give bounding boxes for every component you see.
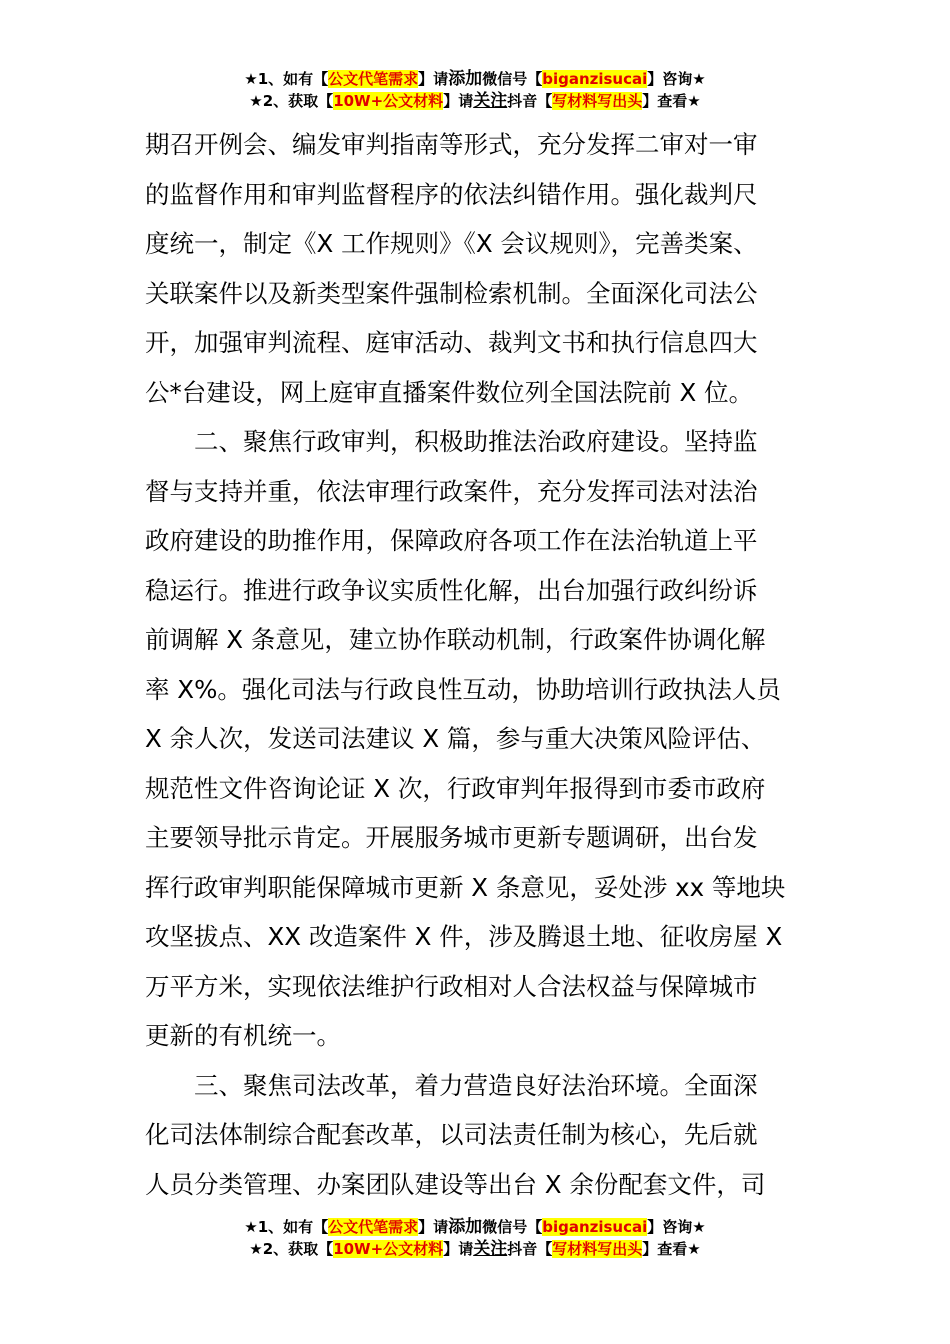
banner-text: 】请	[418, 1218, 449, 1236]
banner-text: ★1、如有【	[244, 1218, 329, 1236]
body-line: 人员分类管理、办案团队建设等出台 X 余份配套文件，司	[145, 1169, 766, 1199]
banner-text: ★2、获取【	[249, 1240, 334, 1258]
body-line: 督与支持并重，依法审理行政案件，充分发挥司法对法治	[145, 476, 758, 506]
banner-text: 抖音【	[507, 1240, 553, 1258]
banner-highlight: 写材料写出头	[552, 92, 643, 110]
body-line: X 余人次，发送司法建议 X 篇，参与重大决策风险评估、	[145, 724, 766, 753]
banner-highlight: biganzisucai	[542, 70, 648, 88]
body-line: 规范性文件咨询论证 X 次，行政审判年报得到市委市政府	[145, 773, 766, 803]
footer-banner	[0, 1216, 950, 1260]
banner-text: 】咨询★	[647, 1218, 706, 1236]
body-line: 更新的有机统一。	[145, 1021, 341, 1050]
banner-highlight: 10W+公文材料	[333, 1240, 444, 1258]
body-line: 度统一，制定《X 工作规则》《X 会议规则》，完善类案、	[145, 229, 758, 258]
body-line: 开，加强审判流程、庭审活动、裁判文书和执行信息四大	[145, 328, 758, 357]
banner-text: 微信号【	[482, 1218, 543, 1236]
banner-emphasis: 关注	[473, 1239, 508, 1259]
banner-line-1	[0, 68, 950, 90]
banner-highlight: biganzisucai	[542, 1218, 648, 1236]
body-line: 前调解 X 条意见，建立协作联动机制，行政案件协调化解	[145, 625, 766, 654]
banner-text: 】咨询★	[647, 70, 706, 88]
banner-highlight: 公文代笔需求	[328, 70, 419, 88]
banner-text: 微信号【	[482, 70, 543, 88]
body-line: 公*台建设，网上庭审直播案件数位列全国法院前 X 位。	[145, 377, 754, 407]
section-heading-line: 三、聚焦司法改革，着力营造良好法治环境。全面深	[194, 1070, 758, 1100]
banner-line-2	[0, 1238, 950, 1260]
banner-text: ★1、如有【	[244, 70, 329, 88]
body-line: 挥行政审判职能保障城市更新 X 条意见，妥处涉 xx 等地块	[145, 872, 786, 902]
document-body	[145, 120, 810, 1209]
body-line: 的监督作用和审判监督程序的依法纠错作用。强化裁判尺	[145, 179, 758, 209]
body-line: 万平方米，实现依法维护行政相对人合法权益与保障城市	[145, 971, 758, 1001]
banner-text: 抖音【	[507, 92, 553, 110]
body-line: 政府建设的助推作用，保障政府各项工作在法治轨道上平	[145, 526, 758, 555]
body-line: 期召开例会、编发审判指南等形式，充分发挥二审对一审	[145, 130, 758, 159]
body-line: 主要领导批示肯定。开展服务城市更新专题调研，出台发	[145, 823, 758, 852]
body-line: 稳运行。推进行政争议实质性化解，出台加强行政纠纷诉	[145, 575, 758, 605]
body-line: 关联案件以及新类型案件强制检索机制。全面深化司法公	[145, 278, 758, 308]
banner-highlight: 公文代笔需求	[328, 1218, 419, 1236]
header-banner	[0, 68, 950, 112]
banner-emphasis: 关注	[473, 91, 508, 111]
banner-highlight: 10W+公文材料	[333, 92, 444, 110]
body-line: 攻坚拔点、XX 改造案件 X 件，涉及腾退土地、征收房屋 X	[145, 922, 783, 951]
banner-text: 】请	[443, 1240, 474, 1258]
banner-text: ★2、获取【	[249, 92, 334, 110]
banner-line-2	[0, 90, 950, 112]
section-heading-line: 二、聚焦行政审判，积极助推法治政府建设。坚持监	[194, 427, 758, 456]
body-line: 化司法体制综合配套改革，以司法责任制为核心，先后就	[145, 1120, 758, 1149]
banner-emphasis: 添加	[448, 1217, 483, 1237]
banner-emphasis: 添加	[448, 69, 483, 89]
banner-text: 】请	[418, 70, 449, 88]
banner-text: 】请	[443, 92, 474, 110]
banner-text: 】查看★	[642, 92, 701, 110]
banner-text: 】查看★	[642, 1240, 701, 1258]
body-line: 率 X%。强化司法与行政良性互动，协助培训行政执法人员	[145, 674, 781, 704]
banner-line-1	[0, 1216, 950, 1238]
banner-highlight: 写材料写出头	[552, 1240, 643, 1258]
